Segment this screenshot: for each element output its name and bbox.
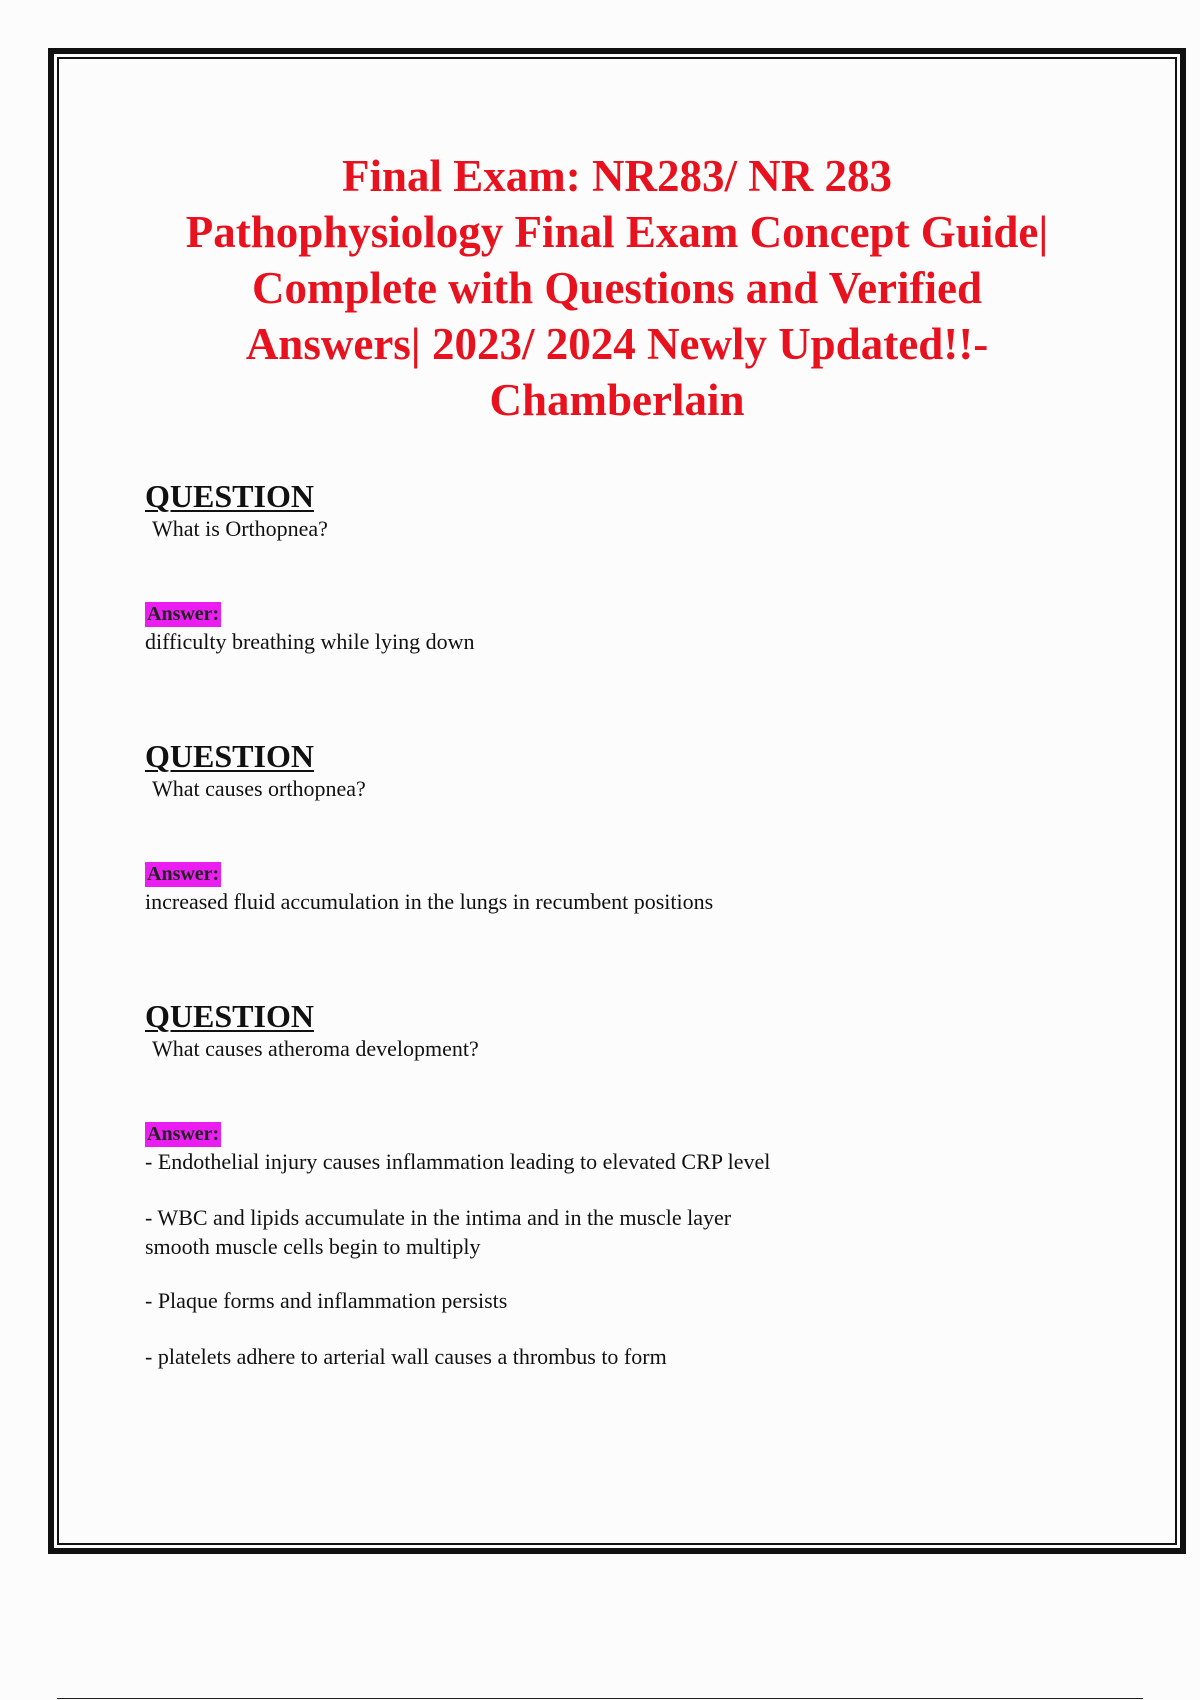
- question-text: What causes orthopnea?: [152, 776, 366, 801]
- footer-rule: [57, 1698, 1143, 1699]
- document-title: [100, 148, 1134, 428]
- question-block-2: [145, 738, 1045, 804]
- question-text: What is Orthopnea?: [152, 516, 328, 541]
- question-block-3: [145, 998, 1045, 1064]
- answer-block-1: [145, 602, 1045, 657]
- answer-line: - WBC and lipids accumulate in the intima and in the muscle layer: [145, 1205, 732, 1230]
- question-heading: QUESTION: [145, 998, 314, 1034]
- answer-label: Answer:: [147, 603, 220, 625]
- answer-line: - platelets adhere to arterial wall causes a thrombus to form: [145, 1344, 667, 1369]
- title-line: Chamberlain: [489, 375, 745, 425]
- answer-text: difficulty breathing while lying down: [145, 629, 475, 654]
- title-line: Answers| 2023/ 2024 Newly Updated!!-: [245, 319, 989, 369]
- question-block-1: [145, 478, 1045, 544]
- answer-line: smooth muscle cells begin to multiply: [145, 1234, 481, 1259]
- answer-text: increased fluid accumulation in the lungs in recumbent positions: [145, 889, 714, 914]
- answer-block-3: [145, 1122, 1045, 1371]
- answer-line: - Endothelial injury causes inflammation leading to elevated CRP level: [145, 1149, 771, 1174]
- answer-label: Answer:: [147, 1123, 220, 1145]
- title-line: Pathophysiology Final Exam Concept Guide|: [185, 207, 1049, 257]
- answer-label: Answer:: [147, 863, 220, 885]
- title-line: Complete with Questions and Verified: [251, 263, 983, 313]
- question-heading: QUESTION: [145, 478, 314, 514]
- question-heading: QUESTION: [145, 738, 314, 774]
- question-text: What causes atheroma development?: [152, 1036, 479, 1061]
- answer-line: - Plaque forms and inflammation persists: [145, 1288, 508, 1313]
- title-line: Final Exam: NR283/ NR 283: [342, 151, 892, 201]
- answer-block-2: [145, 862, 1045, 917]
